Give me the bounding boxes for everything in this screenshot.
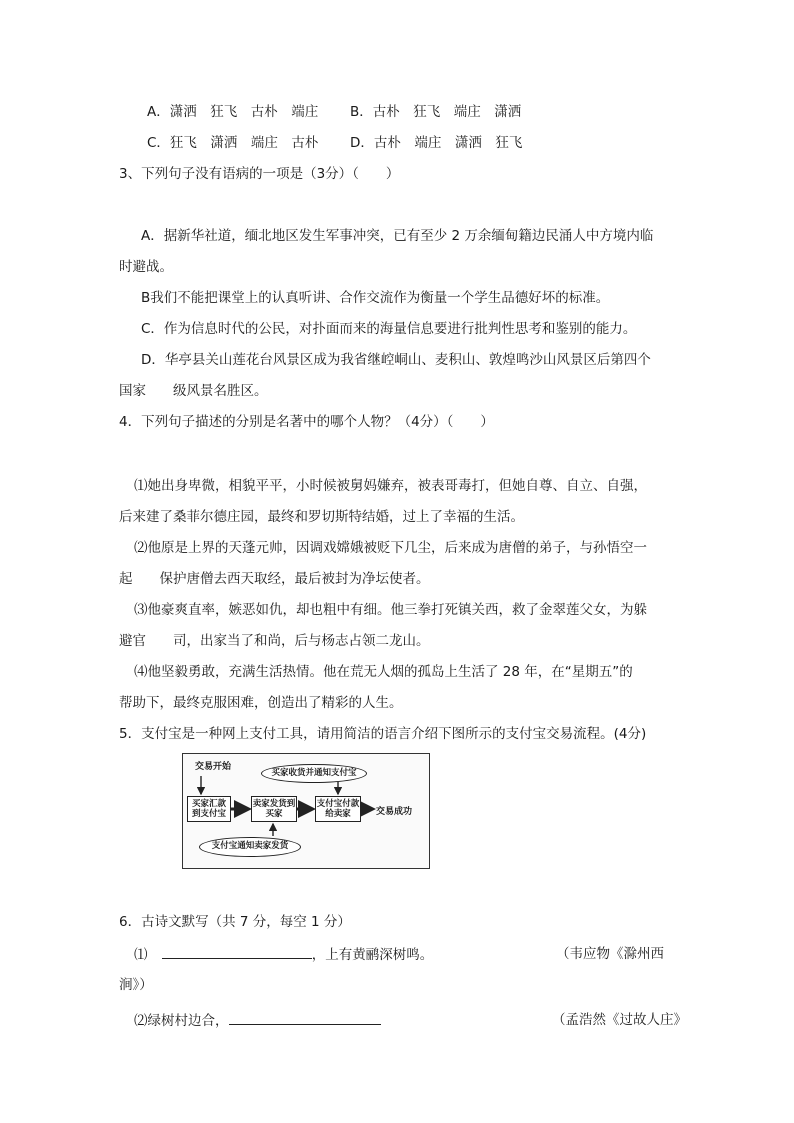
diagram-buyer-notify-oval: 买家收货并通知支付宝 [261,764,367,783]
q6-item-2-text: ⑵绿树村边合， [134,1013,229,1029]
q6-item-2-source: （孟浩然《过故人庄》 [552,1012,687,1028]
q6-item-2-blank[interactable] [229,1010,381,1025]
q6-item-1-blank[interactable] [162,944,312,959]
q2-option-d: D．古朴 端庄 潇洒 狂飞 [350,135,523,151]
q6-item-1-text: ，上有黄鹂深树鸣。 [311,947,434,963]
q3-option-a-line1: A．据新华社道，缅北地区发生军事冲突，已有至少 2 万余缅甸籍边民涌人中方境内临 [141,228,654,244]
q4-sentence-1-line2: 后来建了桑菲尔德庄园，最终和罗切斯特结婚，过上了幸福的生活。 [119,509,524,525]
q2-option-b: B．古朴 狂飞 端庄 潇洒 [350,104,522,120]
q4-sentence-3-line2: 避官 司，出家当了和尚，后与杨志占领二龙山。 [119,633,430,649]
q6-item-1 [134,944,433,965]
diagram-start-label: 交易开始 [195,762,232,772]
q6-item-2 [134,1010,381,1031]
q4-sentence-4-line2: 帮助下，最终克服困难，创造出了精彩的人生。 [119,695,403,711]
q6-stem: 6．古诗文默写（共 7 分，每空 1 分） [119,914,351,930]
q3-option-d-line1: D．华亭县关山莲花台风景区成为我省继崆峒山、麦积山、敦煌鸣沙山风景区后第四个 [141,352,651,368]
q4-sentence-2-line1: ⑵他原是上界的天蓬元帅，因调戏嫦娥被贬下几尘，后来成为唐僧的弟子，与孙悟空一 [134,540,647,556]
q2-option-c: C．狂飞 潇洒 端庄 古朴 [147,135,319,151]
q3-option-b: B我们不能把课堂上的认真听讲、合作交流作为衡量一个学生品德好坏的标准。 [141,290,610,306]
q3-option-a-line2: 时避战。 [119,259,173,275]
diagram-buyer-pay-box: 买家汇款到支付宝 [187,796,231,822]
q3-option-d-line2: 国家 级风景名胜区。 [119,383,268,399]
q6-item-1-source-line1: （韦应物《滁州西 [556,946,664,962]
q6-item-1-source-line2: 涧》） [119,977,153,993]
q5-stem: 5．支付宝是一种网上支付工具，请用简洁的语言介绍下图所示的支付宝交易流程。(4分) [119,726,647,742]
q6-item-1-number: ⑴ [134,947,148,963]
alipay-flow-diagram [182,753,430,869]
diagram-alipay-pay-box: 支付宝付款给卖家 [315,796,361,822]
q3-stem: 3、下列句子没有语病的一项是（3分）（ ） [119,166,400,182]
diagram-seller-ship-box: 卖家发货到买家 [251,796,297,822]
q4-stem: 4．下列句子描述的分别是名著中的哪个人物？（4分）（ ） [119,414,494,430]
diagram-alipay-notify-oval: 支付宝通知卖家发货 [199,837,301,857]
q3-option-c: C．作为信息时代的公民，对扑面而来的海量信息要进行批判性思考和鉴别的能力。 [141,321,637,337]
q4-sentence-1-line1: ⑴她出身卑微，相貌平平，小时候被舅妈嫌弃，被表哥毒打，但她自尊、自立、自强， [134,478,647,494]
q4-sentence-4-line1: ⑷他坚毅勇敢，充满生活热情。他在荒无人烟的孤岛上生活了 28 年，在“星期五”的 [134,664,633,680]
q4-sentence-2-line2: 起 保护唐僧去西天取经，最后被封为净坛使者。 [119,571,430,587]
q4-sentence-3-line1: ⑶他豪爽直率，嫉恶如仇，却也粗中有细。他三拳打死镇关西，救了金翠莲父女，为躲 [134,602,647,618]
diagram-success-label: 交易成功 [376,807,413,817]
q2-option-a: A．潇洒 狂飞 古朴 端庄 [147,104,319,120]
